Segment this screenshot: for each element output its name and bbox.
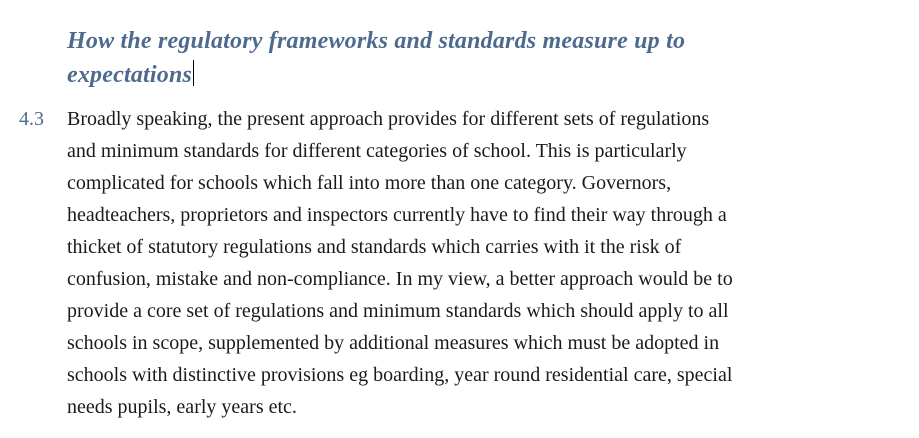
text-cursor-caret (193, 60, 194, 86)
paragraph-body (67, 103, 847, 423)
section-heading-line-1: How the regulatory frameworks and standards measure up to (67, 28, 686, 54)
section-heading-line-2 (67, 58, 887, 92)
paragraph-line: thicket of statutory regulations and standards which carries with it the risk of (67, 236, 682, 258)
paragraph-line: headteachers, proprietors and inspectors currently have to find their way through a (67, 204, 727, 226)
paragraph-line: schools with distinctive provisions eg boarding, year round residential care, special (67, 364, 733, 386)
paragraph-line: complicated for schools which fall into more than one category. Governors, (67, 172, 672, 194)
paragraph-line: schools in scope, supplemented by additional measures which must be adopted in (67, 332, 720, 354)
paragraph-line: provide a core set of regulations and minimum standards which should apply to all (67, 300, 729, 322)
paragraph-line: needs pupils, early years etc. (67, 396, 297, 418)
paragraph-number: 4.3 (19, 108, 44, 130)
section-heading (67, 24, 887, 92)
paragraph-line: and minimum standards for different categories of school. This is particularly (67, 140, 687, 162)
paragraph-line: confusion, mistake and non-compliance. In my view, a better approach would be to (67, 268, 733, 290)
section-heading-line-2-text: expectations (67, 62, 193, 88)
paragraph-line: Broadly speaking, the present approach provides for different sets of regulations (67, 108, 710, 130)
